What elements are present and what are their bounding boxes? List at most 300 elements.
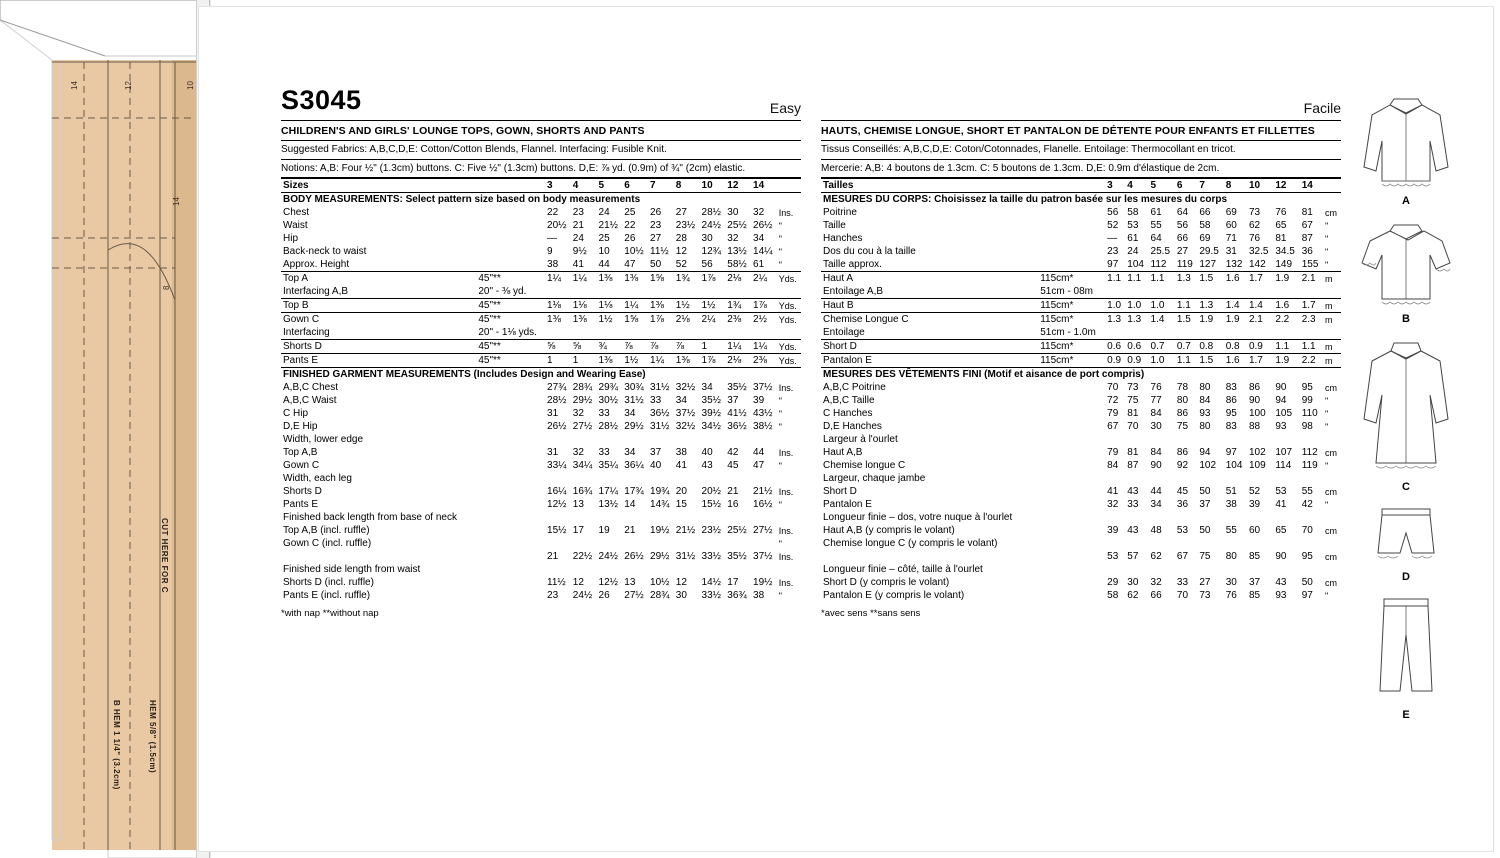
en-finished-label: Width, each leg xyxy=(283,473,352,484)
en-finished-value xyxy=(571,472,597,485)
fr-finished-value: 60 xyxy=(1248,525,1261,536)
en-finished-header-row xyxy=(281,368,801,382)
fr-yardage-label: Entoilage xyxy=(823,327,865,338)
fr-finished-width xyxy=(1038,446,1105,459)
fr-body-value: 112 xyxy=(1150,259,1167,270)
en-finished-row xyxy=(281,407,801,420)
en-finished-value: 20½ xyxy=(701,486,721,497)
fr-yardage-value: 1.1 xyxy=(1175,354,1197,368)
en-body-value: 21½ xyxy=(598,220,618,231)
fr-finished-value: 81 xyxy=(1127,447,1139,458)
en-body-value: 27 xyxy=(650,233,662,244)
fr-finished-value: 80 xyxy=(1199,421,1211,432)
fr-finished-value: 43 xyxy=(1127,486,1139,497)
en-finished-value: 12 xyxy=(675,577,687,588)
en-finished-value: 31 xyxy=(547,408,559,419)
en-yardage-value xyxy=(725,326,751,340)
en-yardage-width: 45"** xyxy=(476,340,545,354)
en-body-value: 25½ xyxy=(727,220,747,231)
en-finished-width xyxy=(476,459,545,472)
en-yardage-value: ⅝ xyxy=(571,340,597,354)
en-yardage-value xyxy=(751,285,777,299)
fr-yardage-label: Haut A xyxy=(821,272,1038,286)
fr-body-value: 23 xyxy=(1107,246,1119,257)
fr-finished-value: 48 xyxy=(1150,525,1162,536)
en-finished-value xyxy=(597,563,623,576)
fr-body-value: 142 xyxy=(1248,259,1266,270)
fr-yardage-value xyxy=(1247,326,1273,340)
fr-body-value: 67 xyxy=(1301,220,1313,231)
en-finished-value: 27½ xyxy=(624,590,644,601)
fr-finished-value: 84 xyxy=(1199,395,1211,406)
piece-mark-14: 14 xyxy=(70,81,79,90)
en-yardage-value: 2⅜ xyxy=(725,313,751,327)
fr-finished-label: Pantalon E (y compris le volant) xyxy=(823,590,965,601)
fr-sizes-header xyxy=(821,179,1341,193)
fr-body-value: 87 xyxy=(1301,233,1313,244)
fr-yardage-value: 1.0 xyxy=(1149,354,1175,368)
illustration-b-label: B xyxy=(1402,313,1410,325)
fr-yardage-value xyxy=(1149,285,1175,299)
fr-finished-row xyxy=(821,524,1341,537)
fr-finished-unit: " xyxy=(1324,499,1329,510)
fr-body-value: 81 xyxy=(1275,233,1287,244)
fr-body-value: 76 xyxy=(1248,233,1261,244)
en-finished-value: 37 xyxy=(650,447,662,458)
en-finished-unit: " xyxy=(778,395,782,406)
fr-finished-unit: " xyxy=(1324,408,1329,419)
fr-finished-width xyxy=(1038,550,1105,563)
fr-body-label: Taille xyxy=(823,220,846,231)
fr-yardage-value: 1.5 xyxy=(1197,272,1223,286)
en-body-row xyxy=(281,258,801,272)
en-finished-row xyxy=(281,472,801,485)
fr-yardage-value xyxy=(1300,285,1323,299)
en-yardage-value xyxy=(700,285,726,299)
en-finished-value xyxy=(674,511,700,524)
en-body-unit: " xyxy=(778,233,782,244)
en-yardage-value: 1 xyxy=(571,354,597,368)
fr-finished-value: 86 xyxy=(1225,395,1237,406)
en-finished-label: Pants E xyxy=(283,499,319,510)
en-yardage-width: 45"** xyxy=(476,313,545,327)
en-finished-value xyxy=(545,537,571,550)
fr-body-row xyxy=(821,206,1341,219)
en-yardage-width: 20" - 1⅛ yds. xyxy=(478,327,537,338)
en-finished-value: 31½ xyxy=(650,382,670,393)
en-body-width xyxy=(476,206,545,219)
fr-finished-value xyxy=(1125,537,1148,550)
fr-finished-unit xyxy=(1323,563,1341,576)
fr-finished-value: 32 xyxy=(1107,499,1119,510)
fr-finished-value: 50 xyxy=(1199,525,1211,536)
en-finished-value: 15½ xyxy=(547,525,567,536)
en-finished-value: 40 xyxy=(701,447,713,458)
fr-finished-value: 76 xyxy=(1150,382,1162,393)
difficulty-en: Easy xyxy=(769,100,801,116)
en-finished-label: Gown C (incl. ruffle) xyxy=(283,538,372,549)
en-finished-row xyxy=(281,589,801,602)
en-yardage-value: ⅞ xyxy=(674,340,700,354)
fr-yardage-value: 1.0 xyxy=(1125,299,1148,313)
fr-body-row xyxy=(821,258,1341,272)
en-body-value: 28 xyxy=(675,233,687,244)
en-finished-row xyxy=(281,537,801,550)
en-finished-value: 17¾ xyxy=(624,486,644,497)
fr-finished-value xyxy=(1149,537,1175,550)
en-finished-value: 42 xyxy=(727,447,739,458)
en-finished-width xyxy=(476,472,545,485)
fr-finished-width xyxy=(1038,407,1105,420)
fr-finished-unit xyxy=(1323,472,1341,485)
en-yardage-value: 1⅛ xyxy=(545,299,571,313)
en-yardage-row xyxy=(281,272,801,286)
fr-yardage-value: 1.9 xyxy=(1197,313,1223,327)
en-yardage-value: 1¼ xyxy=(648,354,674,368)
fr-finished-value: 85 xyxy=(1248,551,1261,562)
en-finished-value: 41 xyxy=(675,460,687,471)
en-finished-value: 30 xyxy=(675,590,687,601)
fr-finished-row xyxy=(821,394,1341,407)
fr-yardage-value: 1.9 xyxy=(1224,313,1247,327)
en-body-value: 12¾ xyxy=(701,246,721,257)
fr-size-7: 7 xyxy=(1197,179,1223,193)
fr-finished-value: 107 xyxy=(1275,447,1293,458)
fr-finished-unit xyxy=(1323,511,1341,524)
en-finished-value: 39½ xyxy=(701,408,721,419)
en-finished-value: 33¼ xyxy=(547,460,567,471)
en-body-value: 30 xyxy=(701,233,713,244)
fr-sizes-label: Tailles xyxy=(821,179,1038,193)
fr-yardage-width: 115cm* xyxy=(1038,354,1105,368)
en-finished-value: 12 xyxy=(572,577,584,588)
en-yardage-value xyxy=(545,326,571,340)
en-finished-width xyxy=(476,563,545,576)
fr-finished-value: 55 xyxy=(1225,525,1237,536)
en-finished-value: 38 xyxy=(675,447,687,458)
fr-body-value: 61 xyxy=(1127,233,1139,244)
fr-body-width xyxy=(1038,258,1105,272)
en-yardage-value: 1½ xyxy=(622,354,648,368)
fr-body-value: 81 xyxy=(1301,207,1313,218)
fr-finished-width xyxy=(1038,563,1105,576)
fr-finished-row xyxy=(821,498,1341,511)
fr-yardage-width: 115cm* xyxy=(1038,299,1105,313)
fr-yardage-label: Pantalon E xyxy=(821,354,1038,368)
fr-body-value: 71 xyxy=(1225,233,1237,244)
fr-size-12: 12 xyxy=(1273,179,1299,193)
en-yardage-label: Shorts D xyxy=(281,340,476,354)
fr-finished-value: 72 xyxy=(1107,395,1119,406)
en-finished-value: 13 xyxy=(624,577,636,588)
fr-body-value: 155 xyxy=(1301,259,1319,270)
fr-yardage-value: 1.1 xyxy=(1175,299,1197,313)
fr-body-label: Poitrine xyxy=(823,207,857,218)
fr-body-label: Dos du cou à la taille xyxy=(823,246,916,257)
fr-finished-value: 41 xyxy=(1275,499,1287,510)
en-body-value: 9½ xyxy=(572,246,587,257)
en-body-value: 14¼ xyxy=(753,246,773,257)
en-finished-value: 39 xyxy=(753,395,765,406)
fr-body-header: MESURES DU CORPS: Choisissez la taille du patron basée sur les mesures du corps xyxy=(821,193,1341,207)
fr-finished-value xyxy=(1105,433,1125,446)
fr-finished-value: 38 xyxy=(1225,499,1237,510)
en-size-8: 8 xyxy=(674,179,700,193)
fr-finished-value: 81 xyxy=(1127,408,1139,419)
en-finished-width xyxy=(476,589,545,602)
en-yardage-unit: Yds. xyxy=(777,340,801,354)
en-finished-row xyxy=(281,550,801,563)
en-finished-value: 19 xyxy=(598,525,610,536)
en-yardage-value xyxy=(545,285,571,299)
fr-finished-value: 95 xyxy=(1301,382,1313,393)
fr-finished-width xyxy=(1038,381,1105,394)
fr-body-value: 69 xyxy=(1225,207,1237,218)
en-finished-unit: " xyxy=(778,460,782,471)
en-finished-value: 36½ xyxy=(650,408,670,419)
illustration-a xyxy=(1341,85,1471,207)
en-finished-label: Shorts D (incl. ruffle) xyxy=(283,577,374,588)
en-yardage-label: Pants E xyxy=(281,354,476,368)
fr-finished-value xyxy=(1273,537,1299,550)
fr-body-value: 127 xyxy=(1199,259,1217,270)
en-finished-value xyxy=(648,472,674,485)
en-body-value: 10 xyxy=(598,246,610,257)
en-finished-label: Top A,B (incl. ruffle) xyxy=(283,525,370,536)
fr-finished-label: Largeur, chaque jambe xyxy=(823,473,926,484)
fr-body-width xyxy=(1038,206,1105,219)
en-finished-value: 16¾ xyxy=(572,486,593,497)
en-yardage-value: 1⅜ xyxy=(674,354,700,368)
en-finished-unit: Ins. xyxy=(778,382,794,393)
en-yardage-unit: Yds. xyxy=(777,313,801,327)
en-yardage-value xyxy=(674,285,700,299)
fr-yardage-unit xyxy=(1323,326,1341,340)
en-finished-value: 40 xyxy=(650,460,662,471)
fr-finished-value xyxy=(1125,563,1148,576)
en-finished-value: 16¼ xyxy=(547,486,567,497)
en-body-value: 28½ xyxy=(701,207,721,218)
en-yardage-value xyxy=(597,326,623,340)
en-finished-unit: Ins. xyxy=(778,551,794,562)
en-body-width xyxy=(476,245,545,258)
fr-finished-value: 97 xyxy=(1225,447,1237,458)
en-body-label: Hip xyxy=(283,233,299,244)
fr-yardage-row xyxy=(821,326,1341,340)
fr-finished-value: 80 xyxy=(1225,551,1237,562)
fr-body-value: 52 xyxy=(1107,220,1119,231)
en-finished-value xyxy=(751,472,777,485)
fr-finished-width xyxy=(1038,459,1105,472)
illustration-e xyxy=(1341,591,1471,721)
fr-finished-value xyxy=(1149,433,1175,446)
en-finished-row xyxy=(281,394,801,407)
en-finished-value xyxy=(571,563,597,576)
en-body-value: 56 xyxy=(701,259,713,270)
fr-yardage-value xyxy=(1175,285,1197,299)
fr-finished-label: Chemise longue C xyxy=(823,460,906,471)
en-finished-value xyxy=(545,472,571,485)
en-body-value: 34 xyxy=(753,233,765,244)
fr-finished-unit: " xyxy=(1324,460,1329,471)
fr-body-value: 60 xyxy=(1225,220,1237,231)
en-body-label: Back-neck to waist xyxy=(283,246,367,257)
fr-yardage-value: 1.3 xyxy=(1175,272,1197,286)
suggested-fabrics-fr: Tissus Conseillés: A,B,C,D,E: Coton/Cotonnades, Flanelle. Entoilage: Thermocollant en tricot. xyxy=(821,144,1236,155)
fr-finished-value: 75 xyxy=(1199,551,1211,562)
en-size-12: 12 xyxy=(725,179,751,193)
fr-finished-value: 95 xyxy=(1225,408,1237,419)
fr-yardage-value: 1.0 xyxy=(1105,299,1125,313)
fr-body-value: — xyxy=(1107,233,1118,244)
fr-finished-value xyxy=(1197,472,1223,485)
en-yardage-row xyxy=(281,313,801,327)
fr-finished-value: 83 xyxy=(1225,382,1237,393)
en-yardage-value: 1¼ xyxy=(545,272,571,286)
fr-size-8: 8 xyxy=(1224,179,1247,193)
fr-yardage-value: 1.4 xyxy=(1247,299,1273,313)
fr-finished-value: 33 xyxy=(1176,577,1189,588)
fr-finished-value: 90 xyxy=(1275,551,1287,562)
en-body-value: 61 xyxy=(753,259,765,270)
en-size-6: 6 xyxy=(622,179,648,193)
fr-finished-value xyxy=(1273,433,1299,446)
fr-finished-value: 98 xyxy=(1301,421,1313,432)
fr-finished-label: A,B,C Taille xyxy=(823,395,875,406)
en-finished-value: 21 xyxy=(547,551,559,562)
en-finished-value: 28½ xyxy=(598,421,618,432)
en-yardage-value: 1 xyxy=(700,340,726,354)
en-yardage-value: 1½ xyxy=(700,299,726,313)
fr-finished-row xyxy=(821,472,1341,485)
fr-finished-value: 95 xyxy=(1301,551,1313,562)
difficulty-fr: Facile xyxy=(1303,100,1341,116)
en-yardage-value: 1⅝ xyxy=(648,272,674,286)
fr-yardage-value: 2.2 xyxy=(1300,354,1323,368)
en-body-unit: " xyxy=(778,246,782,257)
en-finished-value xyxy=(725,537,751,550)
en-finished-value xyxy=(700,511,726,524)
fr-finished-row xyxy=(821,433,1341,446)
en-yardage-value xyxy=(648,285,674,299)
en-finished-value: 21 xyxy=(727,486,739,497)
en-body-label: Waist xyxy=(283,220,308,231)
fr-finished-value: 73 xyxy=(1199,590,1211,601)
en-finished-value: 34 xyxy=(675,395,687,406)
en-finished-label: D,E Hip xyxy=(283,421,318,432)
fr-finished-unit: " xyxy=(1324,421,1329,432)
en-finished-width xyxy=(476,446,545,459)
fr-yardage-unit: m xyxy=(1323,272,1341,286)
fr-finished-label: A,B,C Poitrine xyxy=(823,382,886,393)
en-finished-value: 37½ xyxy=(753,382,773,393)
fr-body-value: 31 xyxy=(1225,246,1237,257)
en-finished-value: 31 xyxy=(547,447,559,458)
en-yardage-value: 1⅜ xyxy=(597,354,623,368)
fr-yardage-value: 0.9 xyxy=(1105,354,1125,368)
en-yardage-value: 1⅜ xyxy=(597,272,623,286)
en-yardage-value: 1⅞ xyxy=(700,272,726,286)
garment-description-en: CHILDREN'S AND GIRLS' LOUNGE TOPS, GOWN, SHORTS AND PANTS xyxy=(281,125,645,137)
fr-yardage-value: 1.6 xyxy=(1224,272,1247,286)
fr-finished-value xyxy=(1197,537,1223,550)
fr-finished-value: 93 xyxy=(1275,421,1287,432)
fr-finished-value: 33 xyxy=(1127,499,1139,510)
fr-yardage-value: 1.3 xyxy=(1105,313,1125,327)
fr-body-value: 64 xyxy=(1150,233,1162,244)
en-yardage-label: Interfacing xyxy=(283,327,330,338)
en-finished-value: 35½ xyxy=(701,395,721,406)
fr-yardage-row xyxy=(821,285,1341,299)
fr-finished-value: 39 xyxy=(1248,499,1261,510)
fr-body-value: 27 xyxy=(1176,246,1189,257)
en-body-value: 23 xyxy=(572,207,584,218)
en-yardage-value: ⅝ xyxy=(545,340,571,354)
fr-finished-value xyxy=(1300,537,1323,550)
fr-yardage-label: Entoilage A,B xyxy=(823,286,884,297)
en-finished-label: Pants E (incl. ruffle) xyxy=(283,590,371,601)
en-finished-width xyxy=(476,498,545,511)
fr-yardage-value: 1.1 xyxy=(1149,272,1175,286)
fr-body-width xyxy=(1038,219,1105,232)
en-finished-value xyxy=(545,433,571,446)
en-finished-unit: " xyxy=(778,408,782,419)
suggested-fabrics-en: Suggested Fabrics: A,B,C,D,E: Cotton/Cotton Blends, Flannel. Interfacing: Fusible Knit. xyxy=(281,144,667,155)
fr-finished-value xyxy=(1247,511,1273,524)
fr-finished-value: 30 xyxy=(1127,577,1139,588)
en-finished-value: 27¾ xyxy=(547,382,567,393)
fr-finished-value: 100 xyxy=(1248,408,1266,419)
illustration-d-label: D xyxy=(1402,571,1410,583)
en-finished-row xyxy=(281,576,801,589)
en-finished-value: 14¾ xyxy=(650,499,670,510)
en-yardage-value: 1⅛ xyxy=(597,299,623,313)
fr-finished-value: 114 xyxy=(1275,460,1292,471)
en-finished-value: 33 xyxy=(650,395,662,406)
en-body-value: 26 xyxy=(624,233,636,244)
en-finished-value: 47 xyxy=(753,460,765,471)
en-finished-value: 43½ xyxy=(753,408,773,419)
en-finished-value: 30¾ xyxy=(624,382,644,393)
fr-finished-width xyxy=(1038,511,1105,524)
en-yardage-value xyxy=(751,326,777,340)
fr-finished-value: 99 xyxy=(1301,395,1313,406)
en-yardage-value: 1½ xyxy=(597,313,623,327)
fr-finished-value xyxy=(1247,563,1273,576)
en-body-value: 52 xyxy=(675,259,687,270)
fr-yardage-value: 0.6 xyxy=(1125,340,1148,354)
en-finished-value: 44 xyxy=(753,447,765,458)
en-finished-value: 15½ xyxy=(701,499,721,510)
en-finished-label: Width, lower edge xyxy=(283,434,364,445)
en-finished-value: 29¾ xyxy=(598,382,618,393)
en-finished-unit xyxy=(777,563,801,576)
en-finished-unit: " xyxy=(778,421,782,432)
piece-mark-12: 12 xyxy=(124,81,133,90)
fr-yardage-value xyxy=(1247,285,1273,299)
fr-yardage-unit: m xyxy=(1323,340,1341,354)
en-body-value: 9 xyxy=(547,246,553,257)
en-body-label: Chest xyxy=(283,207,310,218)
garment-description-fr: HAUTS, CHEMISE LONGUE, SHORT ET PANTALON DE DÉTENTE POUR ENFANTS ET FILLETTES xyxy=(821,125,1315,137)
piece-mark-8: 8 xyxy=(162,285,171,290)
en-finished-value: 16½ xyxy=(753,499,773,510)
en-finished-value: 32 xyxy=(572,408,584,419)
hem-label-2: HEM 5/8" (1.5cm) xyxy=(148,700,157,774)
pattern-number: S3045 xyxy=(281,85,362,115)
fr-finished-value xyxy=(1149,511,1175,524)
english-header xyxy=(281,85,801,116)
